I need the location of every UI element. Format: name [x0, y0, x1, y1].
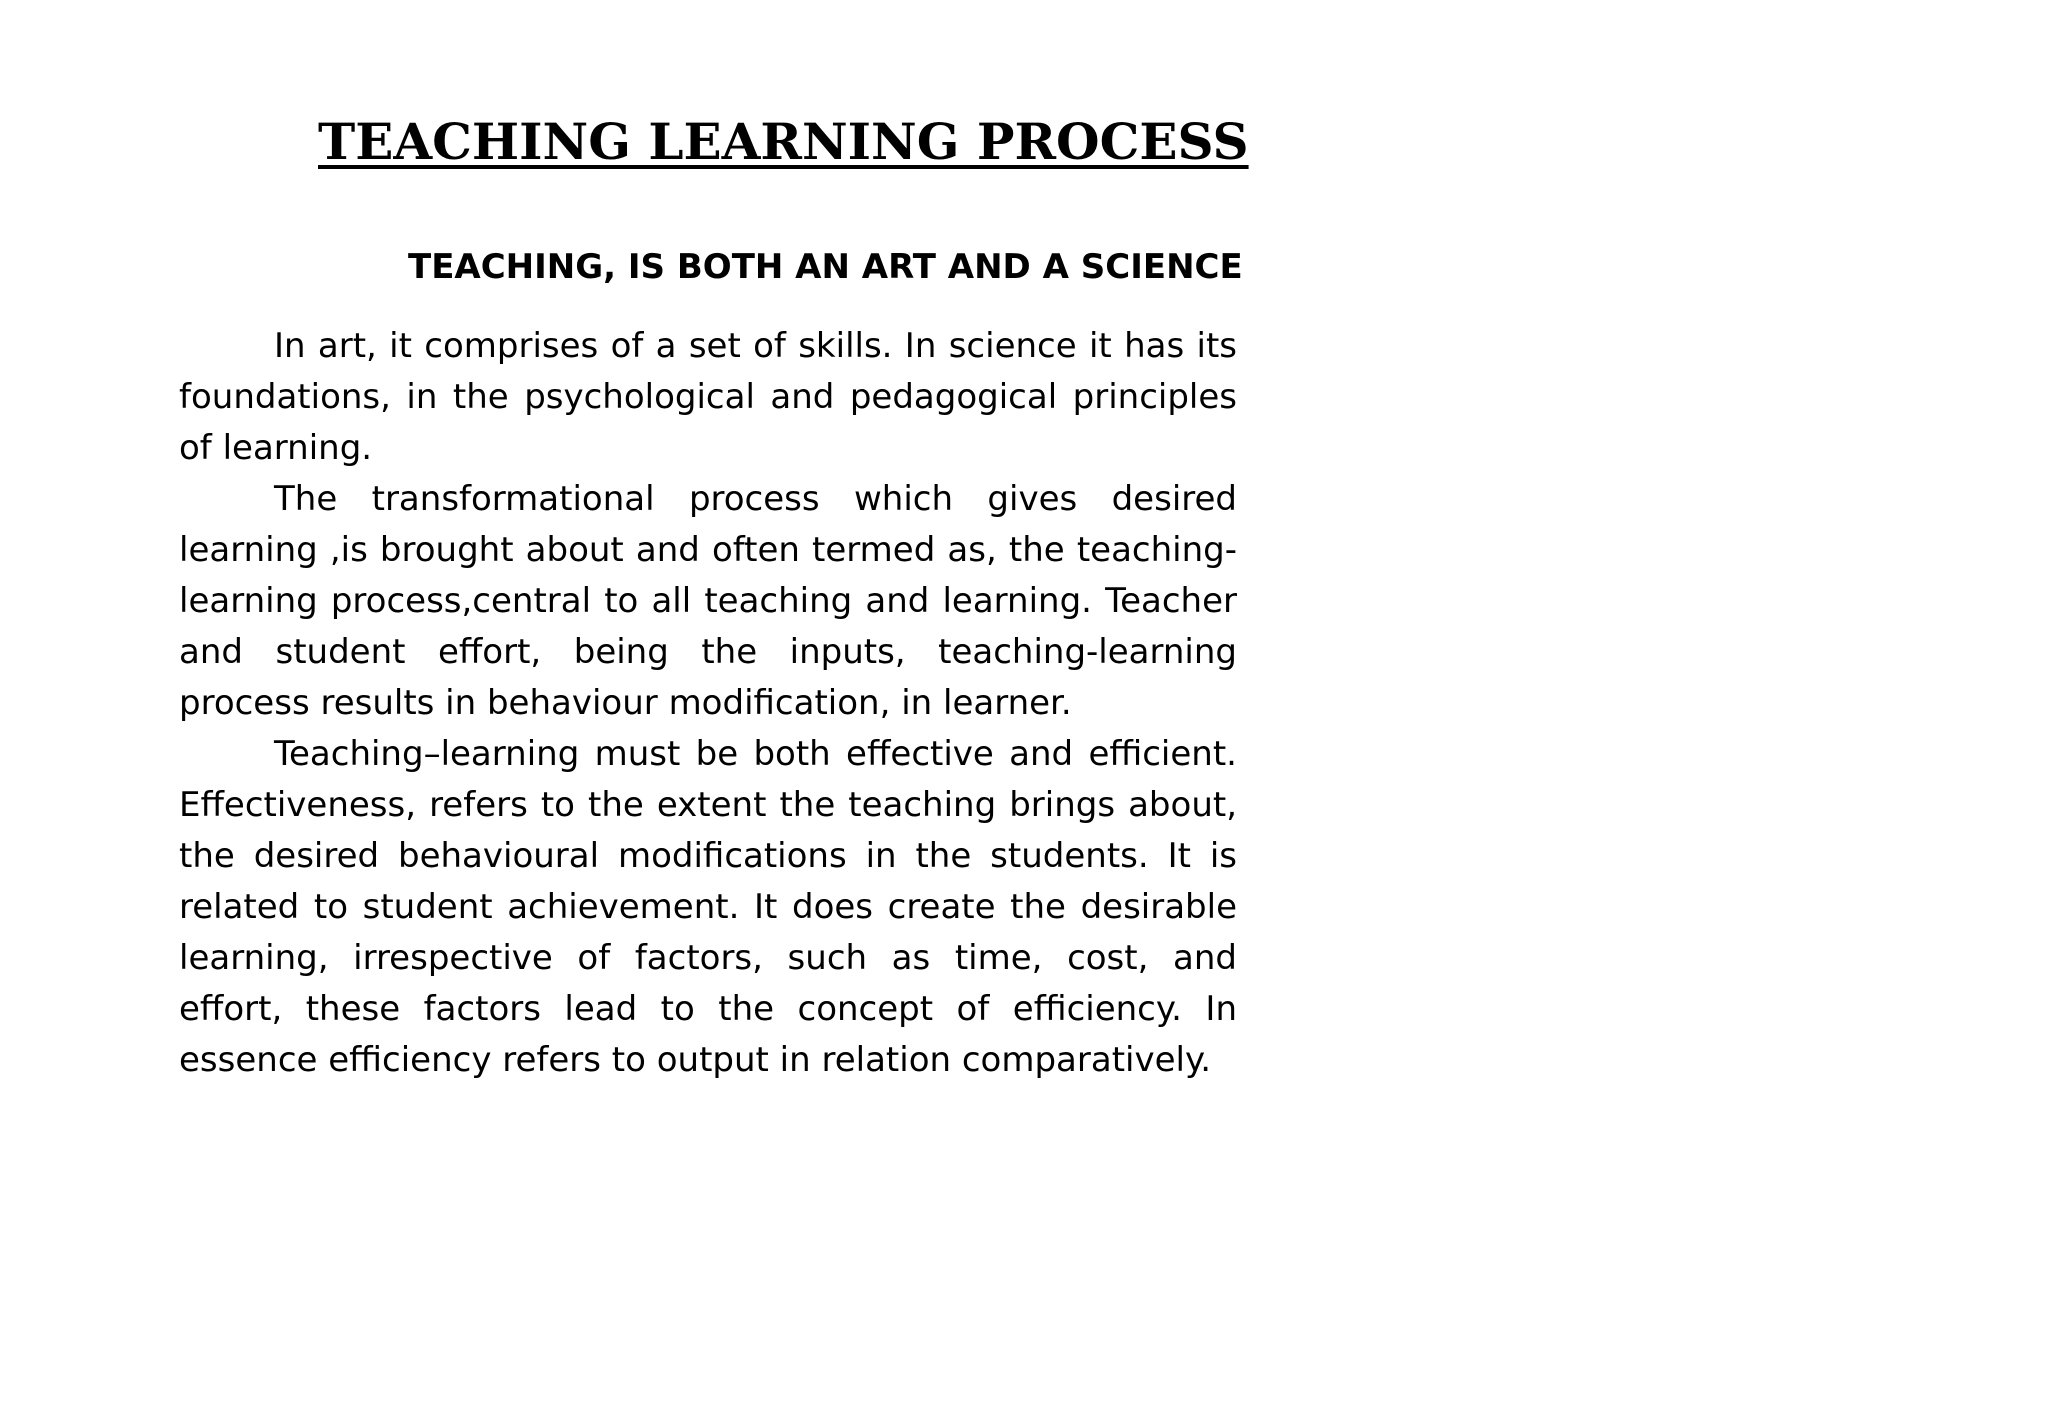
page-title: TEACHING LEARNING PROCESS — [318, 112, 1249, 171]
paragraph-art-science: In art, it comprises of a set of skills. In science it has its foundations, in the psychological and pedagogical principles of learning. — [179, 326, 1237, 468]
section-subtitle: TEACHING, IS BOTH AN ART AND A SCIENCE — [408, 247, 1243, 287]
body-text — [179, 321, 1237, 1086]
paragraph-transformational-process: The transformational process which gives desired learning ,is brought about and often termed as, the teaching-learning process,central to all teaching and learning. Teacher and student effort, being the inputs, teaching-learning process results in behaviour modification, in learner. — [179, 479, 1237, 723]
paragraph-effectiveness-efficiency: Teaching–learning must be both effective and efficient. Effectiveness, refers to the extent the teaching brings about, the desired behavioural modifications in the students. It is related to student achievement. It does create the desirable learning, irrespective of factors, such as time, cost, and effort, these factors lead to the concept of efficiency. In essence efficiency refers to output in relation comparatively. — [179, 734, 1237, 1080]
